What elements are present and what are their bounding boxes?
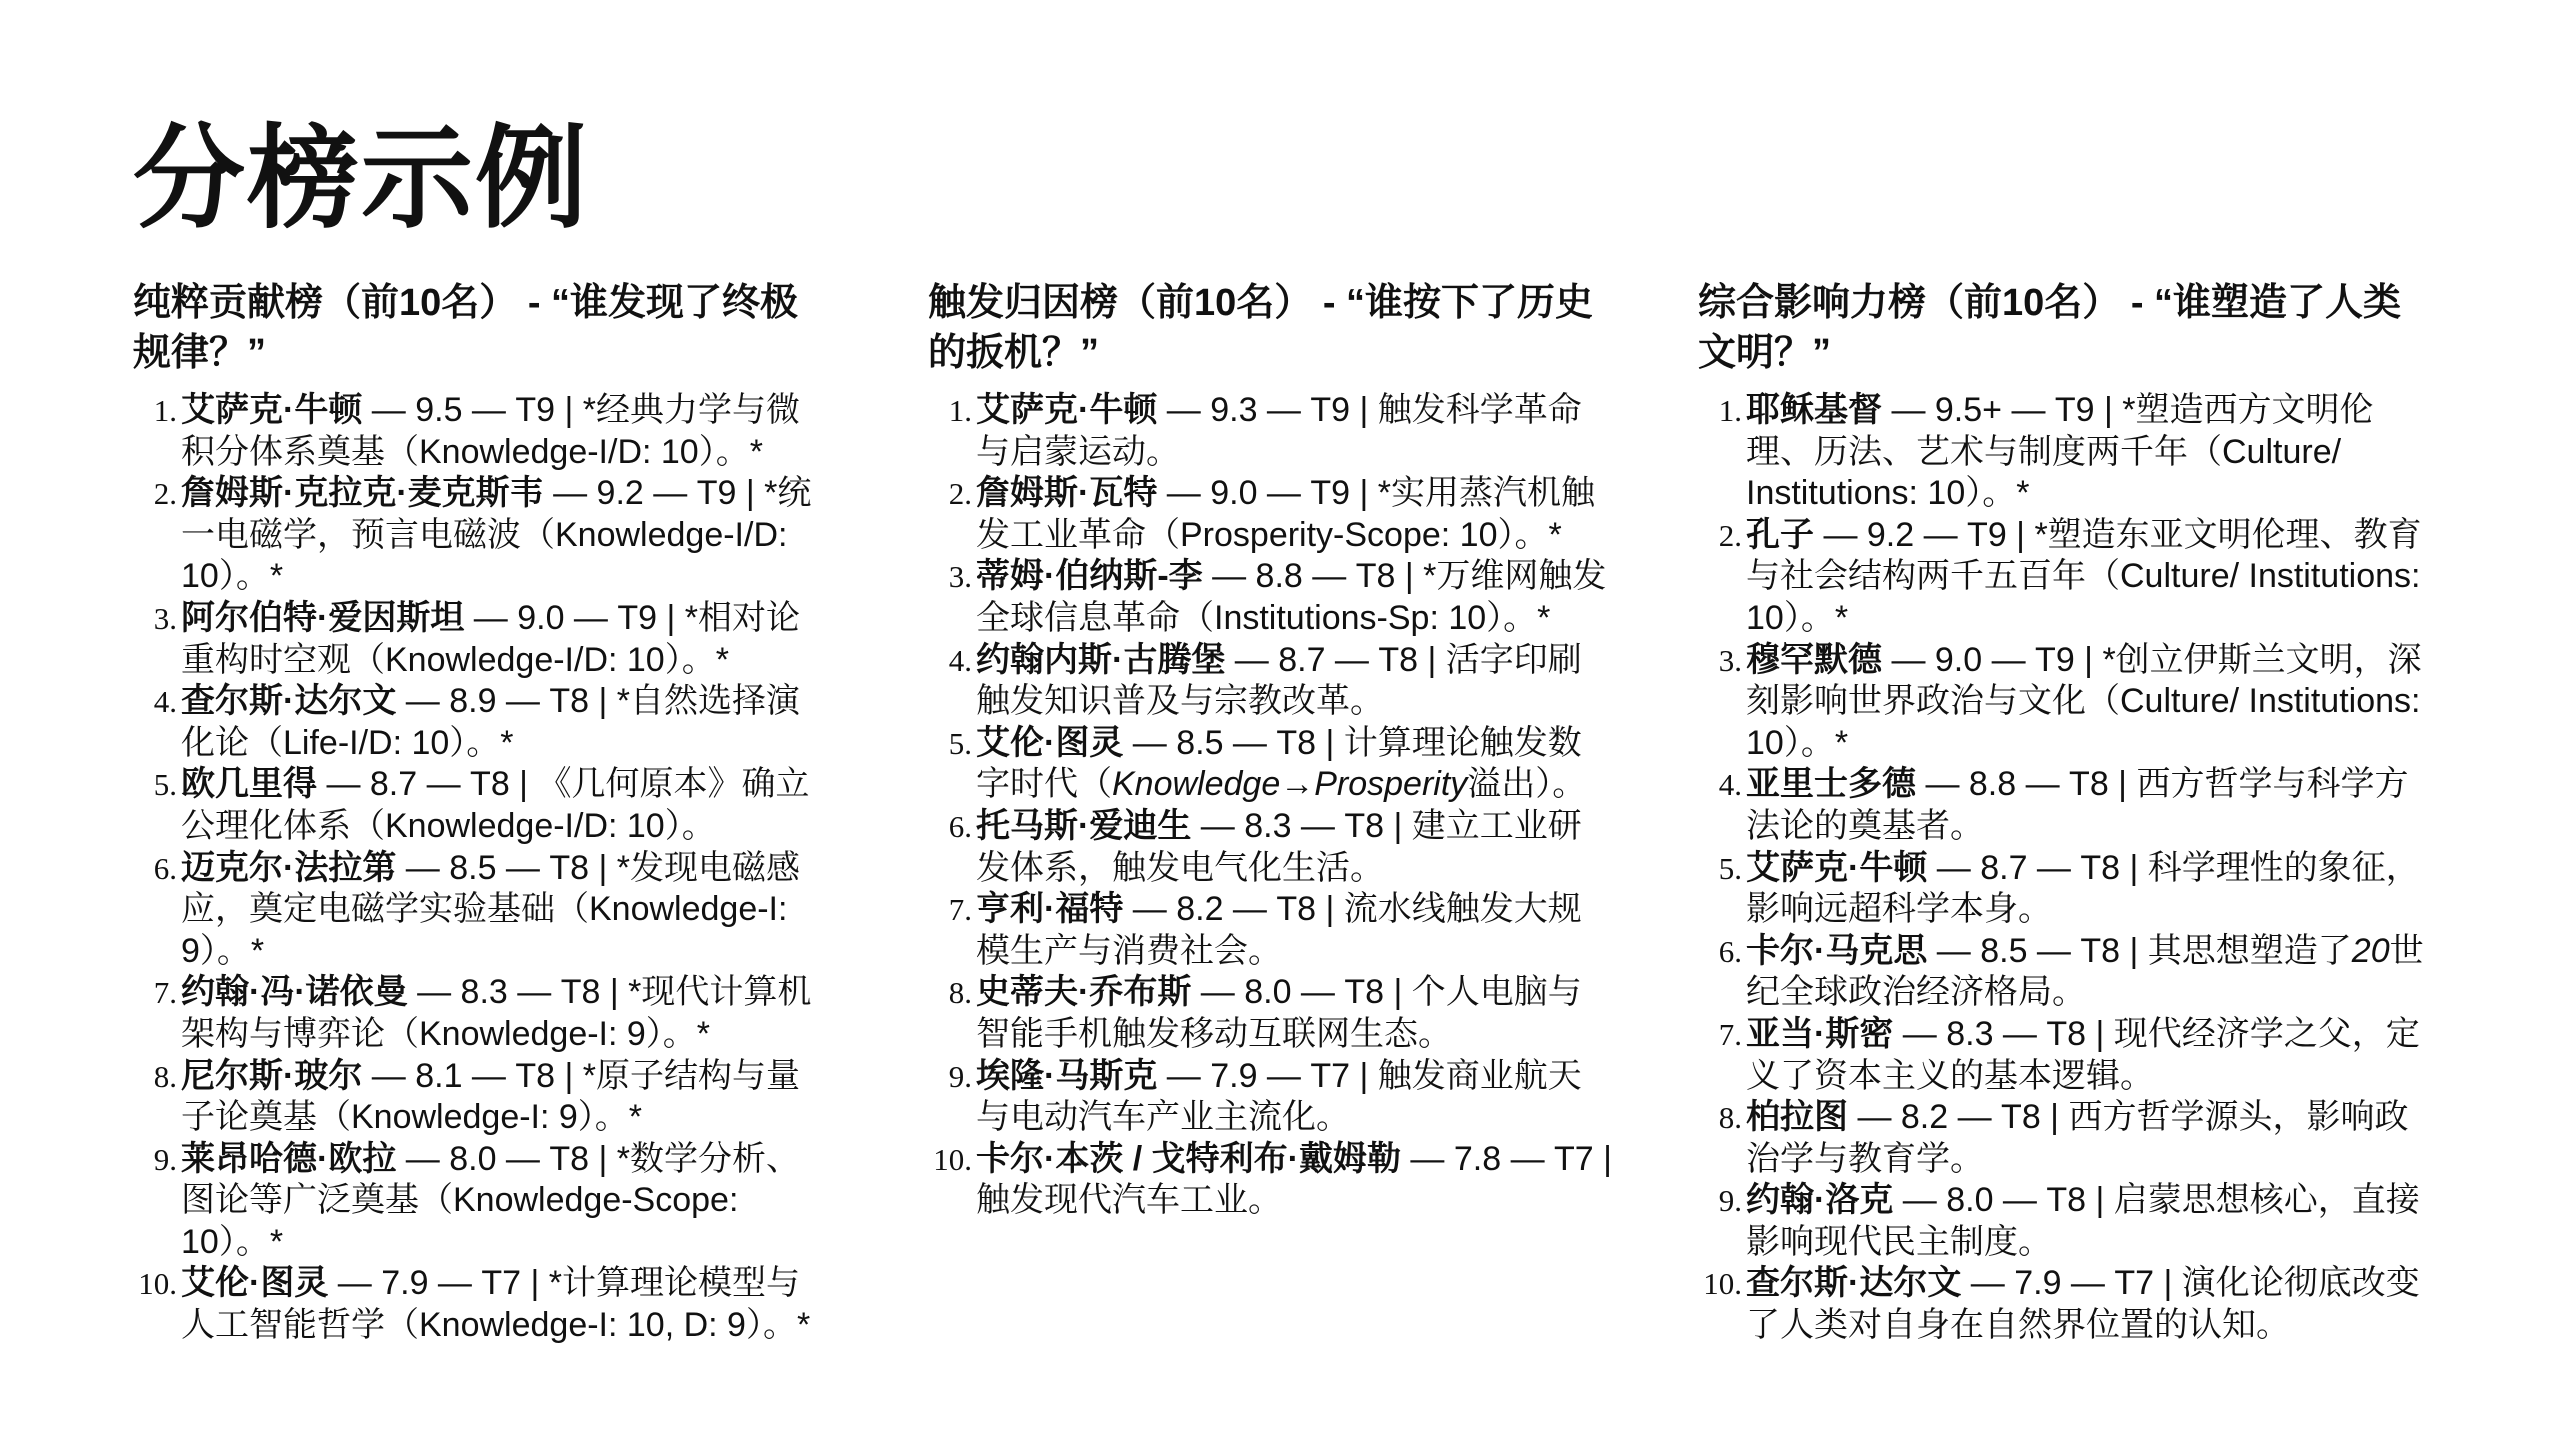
column-overall-influence (1698, 278, 2428, 1347)
person-name: 耶稣基督 (1746, 391, 1882, 429)
rank-description: — 8.2 — T8 | 流水线触发大规模生产与消费社会。 (976, 890, 1582, 970)
ranking-item (1698, 1263, 2428, 1346)
ranking-item (1698, 931, 2428, 1014)
column-trigger-attribution (928, 278, 1613, 1222)
rank-number: 9. (948, 1058, 972, 1094)
person-name: 亚里士多德 (1746, 765, 1916, 804)
ranking-item (133, 473, 833, 598)
rank-number: 2. (1718, 517, 1742, 553)
rank-number: 3. (1718, 642, 1742, 678)
rank-number: 1. (153, 393, 177, 428)
rank-description: — 8.1 — T8 | *原子结构与量子论奠基（Knowledge-I: 9）。* (181, 1056, 801, 1137)
person-name: 约翰内斯·古腾堡 (976, 640, 1226, 679)
person-name: 詹姆斯·瓦特 (976, 474, 1158, 513)
rank-description: — 8.5 — T8 | 计算理论触发数字时代（ (976, 723, 1582, 804)
column-heading: 纯粹贡献榜（前10名） - “谁发现了终极规律？” (133, 282, 799, 374)
person-name: 艾伦·图灵 (181, 1264, 329, 1303)
ranking-item (133, 764, 833, 847)
ranking-item (928, 1139, 1613, 1222)
ranking-item (928, 390, 1613, 473)
ranking-item (133, 681, 833, 764)
rank-number: 7. (153, 975, 177, 1011)
ranking-item (133, 1139, 833, 1264)
person-name: 卡尔·本茨 / 戈特利布·戴姆勒 (976, 1139, 1401, 1178)
column-heading: 触发归因榜（前10名） - “谁按下了历史的扳机？” (928, 282, 1594, 374)
person-name: 蒂姆·伯纳斯-李 (976, 557, 1203, 596)
rank-description: — 9.3 — T9 | 触发科学革命与启蒙运动。 (976, 391, 1582, 471)
rank-description: — 9.5+ — T9 | *塑造西方文明伦理、历法、艺术与制度两千年（Culture/ Institutions: 10）。* (1746, 391, 2374, 513)
rank-number: 10. (138, 1266, 177, 1302)
person-name: 尼尔斯·玻尔 (181, 1056, 363, 1095)
rank-description-emphasis: Knowledge→Prosperity (1112, 765, 1468, 804)
rank-number: 4. (153, 684, 177, 720)
rank-description-tail: 溢出）。 (1467, 765, 1587, 804)
ranking-item (928, 473, 1613, 556)
rank-number: 4. (1718, 767, 1742, 803)
rank-description: — 7.9 — T7 | *计算理论模型与人工智能哲学（Knowledge-I: 10, D: 9）。* (181, 1264, 811, 1345)
rank-number: 8. (948, 975, 972, 1011)
ranking-item (1698, 1097, 2428, 1180)
person-name: 迈克尔·法拉第 (181, 848, 397, 887)
person-name: 穆罕默德 (1746, 640, 1882, 679)
rank-number: 3. (153, 600, 177, 636)
rank-description: — 8.5 — T8 | 其思想塑造了 (1927, 931, 2352, 970)
ranking-item (928, 556, 1613, 639)
rank-description: — 8.0 — T8 | *数学分析、图论等广泛奠基（Knowledge-Scope: 10）。* (181, 1139, 801, 1261)
rank-description: — 9.0 — T9 | *创立伊斯兰文明，深刻影响世界政治与文化（Culture/ Institutions: 10）。* (1746, 640, 2422, 762)
ranking-item (928, 806, 1613, 889)
ranking-item (1698, 1180, 2428, 1263)
ranking-item (1698, 764, 2428, 847)
rank-number: 9. (1718, 1183, 1742, 1219)
rank-description: — 8.7 — T8 | 活字印刷触发知识普及与宗教改革。 (976, 640, 1582, 721)
ranking-item (133, 848, 833, 973)
ranking-item (133, 390, 833, 473)
person-name: 艾伦·图灵 (976, 723, 1124, 762)
rank-description: — 7.8 — T7 | 触发现代汽车工业。 (976, 1139, 1612, 1220)
rank-number: 6. (1718, 933, 1742, 969)
rank-description: — 8.5 — T8 | *发现电磁感应，奠定电磁学实验基础（Knowledge-I: 9）。* (181, 848, 801, 970)
person-name: 艾萨克·牛顿 (976, 391, 1158, 429)
rank-description: — 8.7 — T8 | 科学理性的象征，影响远超科学本身。 (1746, 848, 2420, 929)
ranking-item (1698, 390, 2428, 515)
ranking-item (928, 640, 1613, 723)
ranking-item (928, 723, 1613, 806)
person-name: 托马斯·爱迪生 (976, 806, 1192, 845)
rank-description: — 9.2 — T9 | *塑造东亚文明伦理、教育与社会结构两千五百年（Culture/ Institutions: 10）。* (1746, 515, 2422, 637)
rank-description: — 9.2 — T9 | *统一电磁学，预言电磁波（Knowledge-I/D: 10）。* (181, 474, 812, 596)
rank-number: 4. (948, 642, 972, 678)
rank-number: 10. (933, 1141, 972, 1177)
person-name: 亨利·福特 (976, 890, 1124, 929)
ranking-item (928, 1056, 1613, 1139)
person-name: 柏拉图 (1746, 1098, 1848, 1137)
rank-description: — 8.3 — T8 | *现代计算机架构与博弈论（Knowledge-I: 9）。* (181, 973, 812, 1053)
ranking-item (133, 1056, 833, 1139)
rank-number: 1. (948, 393, 972, 428)
ranking-list (928, 390, 1613, 1222)
ranking-item (1698, 848, 2428, 931)
rank-number: 7. (948, 892, 972, 928)
person-name: 艾萨克·牛顿 (1746, 848, 1928, 887)
rank-number: 6. (948, 808, 972, 844)
rank-description: — 8.2 — T8 | 西方哲学源头，影响政治学与教育学。 (1746, 1098, 2409, 1178)
ranking-item (1698, 515, 2428, 640)
rank-number: 8. (1718, 1100, 1742, 1136)
ranking-item (928, 889, 1613, 972)
rank-description: — 8.8 — T8 | 西方哲学与科学方法论的奠基者。 (1746, 765, 2409, 845)
ranking-item (133, 598, 833, 681)
rank-description-tail: 世纪全球政治经济格局。 (1746, 931, 2424, 1012)
rank-description: — 8.3 — T8 | 建立工业研发体系，触发电气化生活。 (976, 806, 1582, 887)
rank-number: 2. (948, 476, 972, 512)
ranking-list (133, 390, 833, 1347)
column-heading: 综合影响力榜（前10名） - “谁塑造了人类文明？” (1698, 282, 2402, 374)
rank-description: — 8.9 — T8 | *自然选择演化论（Life-I/D: 10）。* (181, 682, 801, 762)
rank-number: 3. (948, 559, 972, 595)
rank-number: 10. (1703, 1266, 1742, 1302)
rank-description: — 9.5 — T9 | *经典力学与微积分体系奠基（Knowledge-I/D: 10）。* (181, 391, 801, 471)
person-name: 孔子 (1746, 515, 1814, 554)
rank-description: — 8.0 — T8 | 个人电脑与智能手机触发移动互联网生态。 (976, 973, 1582, 1053)
rank-description: — 8.0 — T8 | 启蒙思想核心，直接影响现代民主制度。 (1746, 1181, 2420, 1261)
person-name: 莱昂哈德·欧拉 (181, 1139, 397, 1178)
rank-description: — 8.3 — T8 | 现代经济学之父，定义了资本主义的基本逻辑。 (1746, 1014, 2420, 1095)
person-name: 史蒂夫·乔布斯 (976, 973, 1192, 1012)
person-name: 欧几里得 (181, 765, 317, 804)
ranking-item (133, 972, 833, 1055)
rank-description: — 9.0 — T9 | *相对论重构时空观（Knowledge-I/D: 10）。* (181, 598, 801, 679)
person-name: 约翰·冯·诺依曼 (181, 973, 408, 1012)
person-name: 卡尔·马克思 (1746, 931, 1928, 970)
ranking-item (928, 972, 1613, 1055)
rank-description: — 9.0 — T9 | *实用蒸汽机触发工业革命（Prosperity-Scope: 10）。* (976, 474, 1596, 554)
rank-number: 2. (153, 476, 177, 512)
ranking-list (1698, 390, 2428, 1347)
rank-number: 5. (1718, 850, 1742, 886)
rank-number: 6. (153, 850, 177, 886)
rank-description: — 8.7 — T8 | 《几何原本》确立公理化体系（Knowledge-I/D: 10）。 (181, 765, 810, 845)
rank-number: 8. (153, 1058, 177, 1094)
page-title: 分榜示例 (133, 116, 589, 241)
person-name: 查尔斯·达尔文 (1746, 1264, 1962, 1303)
column-pure-contribution (133, 278, 833, 1347)
rank-description: — 7.9 — T7 | 演化论彻底改变了人类对自身在自然界位置的认知。 (1746, 1264, 2420, 1345)
person-name: 查尔斯·达尔文 (181, 682, 397, 721)
rank-number: 5. (948, 725, 972, 761)
rank-description-emphasis: 20 (2351, 931, 2390, 970)
rank-number: 1. (1718, 393, 1742, 428)
ranking-item (133, 1263, 833, 1346)
person-name: 阿尔伯特·爱因斯坦 (181, 598, 465, 637)
rank-number: 7. (1718, 1016, 1742, 1052)
rank-number: 5. (153, 767, 177, 803)
person-name: 埃隆·马斯克 (976, 1056, 1158, 1095)
rank-description: — 8.8 — T8 | *万维网触发全球信息革命（Institutions-Sp: 10）。* (976, 557, 1607, 637)
person-name: 艾萨克·牛顿 (181, 391, 363, 429)
person-name: 约翰·洛克 (1746, 1181, 1894, 1220)
rank-number: 9. (153, 1141, 177, 1177)
person-name: 詹姆斯·克拉克·麦克斯韦 (181, 474, 544, 513)
ranking-item (1698, 640, 2428, 765)
rank-description: — 7.9 — T7 | 触发商业航天与电动汽车产业主流化。 (976, 1056, 1582, 1137)
person-name: 亚当·斯密 (1746, 1014, 1894, 1053)
ranking-item (1698, 1014, 2428, 1097)
